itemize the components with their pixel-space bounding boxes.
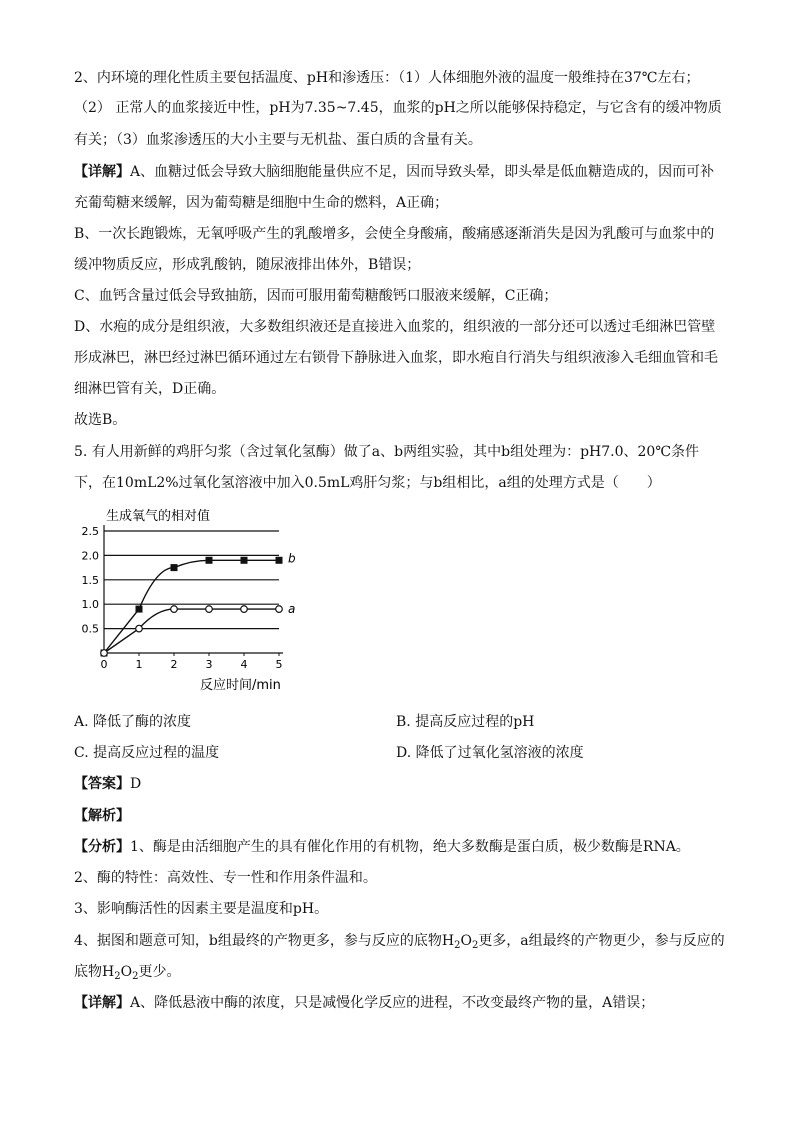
paragraph-line: D、水疱的成分是组织液，大多数组织液还是直接进入血浆的，组织液的一部分还可以透过毛细淋巴管壁	[74, 319, 716, 335]
paragraph-line: 细淋巴管有关，D正确。	[74, 381, 226, 397]
option-b[interactable]: B. 提高反应过程的pH	[396, 714, 535, 730]
analysis-text: 更多，a组最终的产物更少，参与反应的	[478, 933, 725, 949]
analysis-line: 3、影响酶活性的因素主要是温度和pH。	[74, 901, 329, 917]
paragraph-line: 缓冲物质反应，形成乳酸钠，随尿液排出体外，B错误；	[74, 257, 421, 273]
option-a[interactable]: A. 降低了酶的浓度	[74, 714, 192, 730]
detail-line	[74, 993, 724, 1013]
paragraph-line: C、血钙含量过低会导致抽筋，因而可服用葡萄糖酸钙口服液来缓解，C正确；	[74, 288, 558, 304]
y-tick-label: 2.0	[81, 549, 99, 563]
paragraph-line: 有关；（3）血浆渗透压的大小主要与无机盐、蛋白质的含量有关。	[74, 132, 482, 148]
paragraph-line: 形成淋巴，淋巴经过淋巴循环通过左右锁骨下静脉进入血浆，即水疱自行消失与组织液渗入毛细血管和毛	[74, 350, 718, 366]
detail-text: A、降低悬液中酶的浓度，只是减慢化学反应的进程，不改变最终产物的量，A错误；	[130, 995, 655, 1011]
data-point-b	[241, 557, 248, 564]
oxygen-chart	[76, 504, 296, 694]
analysis-text: 4、据图和题意可知，b组最终的产物更多，参与反应的底物H	[74, 933, 455, 949]
paragraph-text: A、血糖过低会导致大脑细胞能量供应不足，因而导致头晕，即头晕是低血糖造成的，因而可补	[130, 164, 715, 180]
x-tick-label: 2	[170, 658, 178, 671]
subscript: 2	[114, 971, 121, 982]
analysis-text: O	[120, 964, 133, 980]
paragraph-line: （2） 正常人的血浆接近中性，pH为7.35~7.45，血浆的pH之所以能够保持稳定，与它含有的缓冲物质	[74, 100, 722, 116]
y-tick-label: 1.5	[81, 573, 99, 587]
data-point-b	[171, 564, 178, 571]
y-tick-label: 1.0	[81, 598, 99, 612]
series-line-a	[104, 609, 279, 653]
paragraph-line: 充葡萄糖来缓解，因为葡萄糖是细胞中生命的燃料，A正确；	[74, 195, 449, 211]
subscript: 2	[454, 940, 461, 951]
x-tick-label: 1	[135, 658, 143, 671]
data-point-a	[276, 606, 283, 613]
paragraph-line: B、一次长跑锻炼，无氧呼吸产生的乳酸增多，会使全身酸痛，酸痛感逐渐消失是因为乳酸可与血浆中的	[74, 226, 715, 242]
analysis-text: 底物H	[74, 964, 115, 980]
analysis-sub-tag: 【分析】	[74, 839, 130, 855]
data-point-a	[241, 606, 248, 613]
data-point-b	[276, 557, 283, 564]
data-point-a	[136, 625, 143, 632]
paragraph-line: 故选B。	[74, 412, 127, 428]
x-tick-label: 3	[205, 658, 213, 671]
subscript: 2	[471, 940, 479, 951]
analysis-line	[74, 962, 724, 987]
analysis-line: 2、酶的特性：高效性、专一性和作用条件温和。	[74, 870, 377, 886]
analysis-text: 1、酶是由活细胞产生的具有催化作用的有机物，绝大多数酶是蛋白质，极少数酶是RNA。	[130, 839, 690, 855]
subscript: 2	[132, 971, 139, 982]
data-point-b	[136, 606, 143, 613]
question-text: 5. 有人用新鲜的鸡肝匀浆（含过氧化氢酶）做了a、b两组实验，其中b组处理为：pH7.0、20℃条件	[74, 444, 699, 460]
option-c[interactable]: C. 提高反应过程的温度	[74, 745, 220, 761]
x-tick-label: 0	[100, 658, 108, 671]
chart-title: 生成氧气的相对值	[106, 509, 211, 524]
question-text: 下，在10mL2%过氧化氢溶液中加入0.5mL鸡肝匀浆；与b组相比，a组的处理方式是（ ）	[74, 475, 661, 491]
analysis-tag: 【解析】	[74, 808, 130, 824]
analysis-text: O	[460, 933, 472, 949]
answer-tag: 【答案】	[74, 776, 130, 792]
paragraph-line	[74, 162, 724, 182]
option-d[interactable]: D. 降低了过氧化氢溶液的浓度	[396, 745, 584, 761]
y-tick-label: 2.5	[81, 525, 99, 538]
y-tick-label: 0.5	[81, 622, 99, 636]
analysis-line	[74, 931, 724, 956]
x-tick-label: 4	[240, 658, 248, 671]
detail-tag: 【详解】	[74, 164, 130, 180]
x-tick-label: 5	[275, 658, 283, 671]
detail-tag: 【详解】	[74, 995, 130, 1011]
data-point-b	[206, 557, 213, 564]
answer-value: D	[130, 776, 142, 792]
series-label-b: b	[288, 551, 296, 566]
analysis-text: 更少。	[138, 964, 181, 980]
data-point-a	[101, 650, 108, 657]
analysis-line	[74, 837, 724, 857]
data-point-a	[206, 606, 213, 613]
series-label-a: a	[288, 602, 296, 617]
chart-xlabel: 反应时间/min	[200, 678, 281, 693]
series-line-b	[104, 560, 279, 653]
paragraph-line: 2、内环境的理化性质主要包括温度、pH和渗透压：（1）人体细胞外液的温度一般维持在37℃左右；	[74, 70, 700, 86]
answer-line	[74, 774, 724, 794]
data-point-a	[171, 606, 178, 613]
